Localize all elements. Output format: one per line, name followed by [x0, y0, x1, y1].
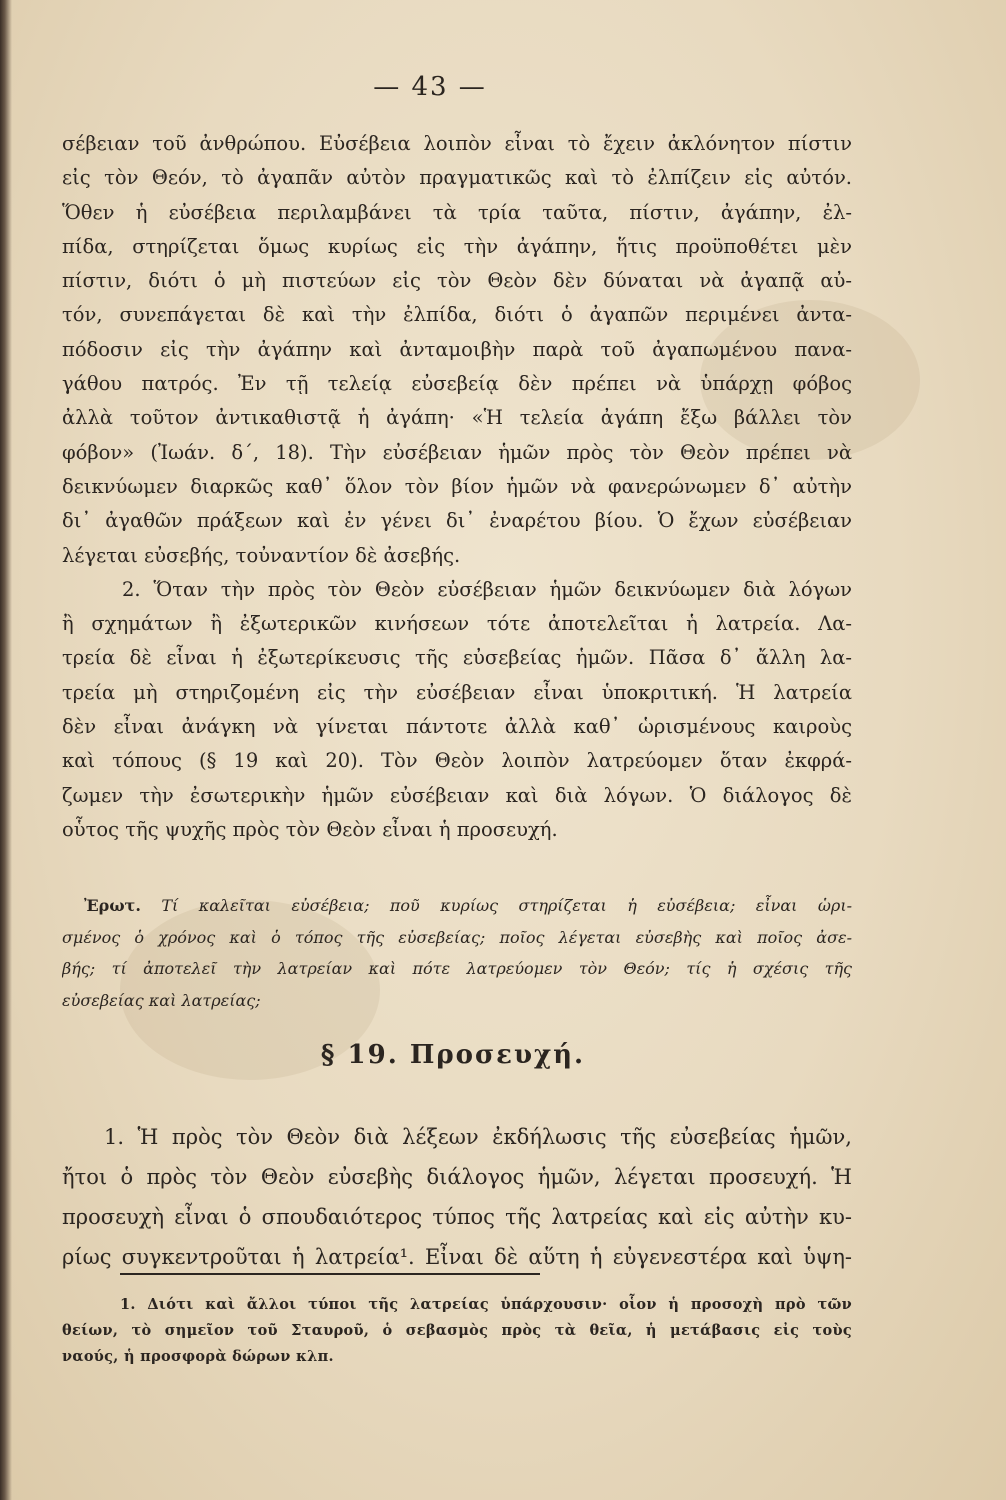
text-line: γάθου πατρός. Ἐν τῇ τελείᾳ εὐσεβείᾳ δὲν πρέπει νὰ ὑπάρχῃ φόβος: [62, 372, 852, 396]
text-line: 2. Ὅταν τὴν πρὸς τὸν Θεὸν εὐσέβειαν ἡμῶν δεικνύωμεν διὰ λόγων: [122, 577, 852, 601]
question-line: βής; τί ἀποτελεῖ τὴν λατρείαν καὶ πότε λατρεύομεν τὸν Θεόν; τίς ἡ σχέσις τῆς: [62, 959, 852, 978]
text-line: τρεία μὴ στηριζομένη εἰς τὴν εὐσέβειαν εἶναι ὑποκριτική. Ἡ λατρεία: [62, 680, 852, 704]
text-line: προσευχὴ εἶναι ὁ σπουδαιότερος τύπος τῆς λατρείας καὶ εἰς αὐτὴν κυ-: [62, 1205, 852, 1229]
text-line: τρεία δὲ εἶναι ἡ ἐξωτερίκευσις τῆς εὐσεβείας ἡμῶν. Πᾶσα δ᾽ ἄλλη λα-: [62, 646, 852, 670]
text-line: οὗτος τῆς ψυχῆς πρὸς τὸν Θεὸν εἶναι ἡ προσευχή.: [62, 817, 558, 841]
text-line: Ὅθεν ἡ εὐσέβεια περιλαμβάνει τὰ τρία ταῦτα, πίστιν, ἀγάπην, ἐλ-: [62, 200, 852, 224]
footnote-divider: [120, 1273, 540, 1275]
question-line: σμένος ὁ χρόνος καὶ ὁ τόπος τῆς εὐσεβείας; ποῖος λέγεται εὐσεβὴς καὶ ποῖος ἀσε-: [62, 927, 852, 947]
text-line: εἰς τὸν Θεόν, τὸ ἀγαπᾶν αὐτὸν πραγματικῶς καὶ τὸ ἐλπίζειν εἰς αὐτόν.: [62, 166, 852, 190]
text-line: 1. Ἡ πρὸς τὸν Θεὸν διὰ λέξεων ἐκδήλωσις τῆς εὐσεβείας ἡμῶν,: [104, 1125, 852, 1149]
question-line: [62, 890, 852, 922]
question-text: Τί καλεῖται εὐσέβεια; ποῦ κυρίως στηρίζεται ἡ εὐσέβεια; εἶναι ὡρι-: [161, 896, 852, 915]
text-line: σέβειαν τοῦ ἀνθρώπου. Εὐσέβεια λοιπὸν εἶναι τὸ ἔχειν ἀκλόνητον πίστιν: [62, 132, 852, 155]
text-line: ζωμεν τὴν ἐσωτερικὴν ἡμῶν εὐσέβειαν καὶ διὰ λόγων. Ὁ διάλογος δὲ: [62, 783, 852, 807]
text-line: ἀλλὰ τοῦτον ἀντικαθιστᾷ ἡ ἀγάπη· «Ἡ τελεία ἀγάπη ἔξω βάλλει τὸν: [62, 406, 852, 430]
review-questions: [62, 890, 852, 1016]
text-line: ἤτοι ὁ πρὸς τὸν Θεὸν εὐσεβὴς διάλογος ἡμῶν, λέγεται προσευχή. Ἡ: [62, 1165, 852, 1189]
text-line: πόδοσιν εἰς τὴν ἀγάπην καὶ ἀνταμοιβὴν παρὰ τοῦ ἀγαπωμένου πανα-: [62, 337, 852, 361]
text-line: λέγεται εὐσεβής, τοὐναντίον δὲ ἀσεβής.: [62, 543, 461, 567]
page-number: — 43 —: [373, 72, 487, 102]
footnote-line: 1. Διότι καὶ ἄλλοι τύποι τῆς λατρείας ὑπάρχουσιν· οἷον ἡ προσοχὴ πρὸ τῶν: [120, 1296, 852, 1313]
text-line: δὲν εἶναι ἀνάγκη νὰ γίνεται πάντοτε ἀλλὰ καθ᾽ ὡρισμένους καιροὺς: [62, 715, 852, 739]
section-body-text: [62, 1117, 852, 1277]
footnote: [62, 1292, 852, 1370]
footnote-line: θείων, τὸ σημεῖον τοῦ Σταυροῦ, ὁ σεβασμὸς πρὸς τὰ θεῖα, ἡ μετάβασις εἰς τοὺς: [62, 1322, 852, 1339]
text-line: πίστιν, διότι ὁ μὴ πιστεύων εἰς τὸν Θεὸν δὲν δύναται νὰ ἀγαπᾷ αὐ-: [62, 269, 852, 293]
text-line: πίδα, στηρίζεται ὅμως κυρίως εἰς τὴν ἀγάπην, ἥτις προϋποθέτει μὲν: [62, 234, 852, 258]
text-line: δεικνύωμεν διαρκῶς καθ᾽ ὅλον τὸν βίον ἡμῶν νὰ φανερώνωμεν δ᾽ αὐτὴν: [62, 474, 852, 498]
text-line: ρίως συγκεντροῦται ἡ λατρεία¹. Εἶναι δὲ αὕτη ἡ εὐγενεστέρα καὶ ὑψη-: [62, 1245, 852, 1269]
body-text: [62, 127, 852, 847]
text-line: ἢ σχημάτων ἢ ἐξωτερικῶν κινήσεων τότε ἀποτελεῖται ἡ λατρεία. Λα-: [62, 612, 852, 636]
footnote-line: ναούς, ἡ προσφορὰ δώρων κλπ.: [62, 1348, 334, 1365]
text-line: φόβον» (Ἰωάν. δ΄, 18). Τὴν εὐσέβειαν ἡμῶν πρὸς τὸν Θεὸν πρέπει νὰ: [62, 440, 852, 464]
text-line: δι᾽ ἀγαθῶν πράξεων καὶ ἐν γένει δι᾽ ἐναρέτου βίου. Ὁ ἔχων εὐσέβειαν: [62, 509, 852, 533]
text-line: τόν, συνεπάγεται δὲ καὶ τὴν ἐλπίδα, διότι ὁ ἀγαπῶν περιμένει ἀντα-: [62, 303, 852, 327]
question-line: εὐσεβείας καὶ λατρείας;: [62, 990, 261, 1010]
text-line: καὶ τόπους (§ 19 καὶ 20). Τὸν Θεὸν λοιπὸν λατρεύομεν ὅταν ἐκφρά-: [62, 749, 852, 773]
questions-label: Ἐρωτ.: [84, 896, 141, 915]
binding-edge: [0, 0, 12, 1500]
section-heading: § 19. Προσευχή.: [320, 1040, 586, 1070]
